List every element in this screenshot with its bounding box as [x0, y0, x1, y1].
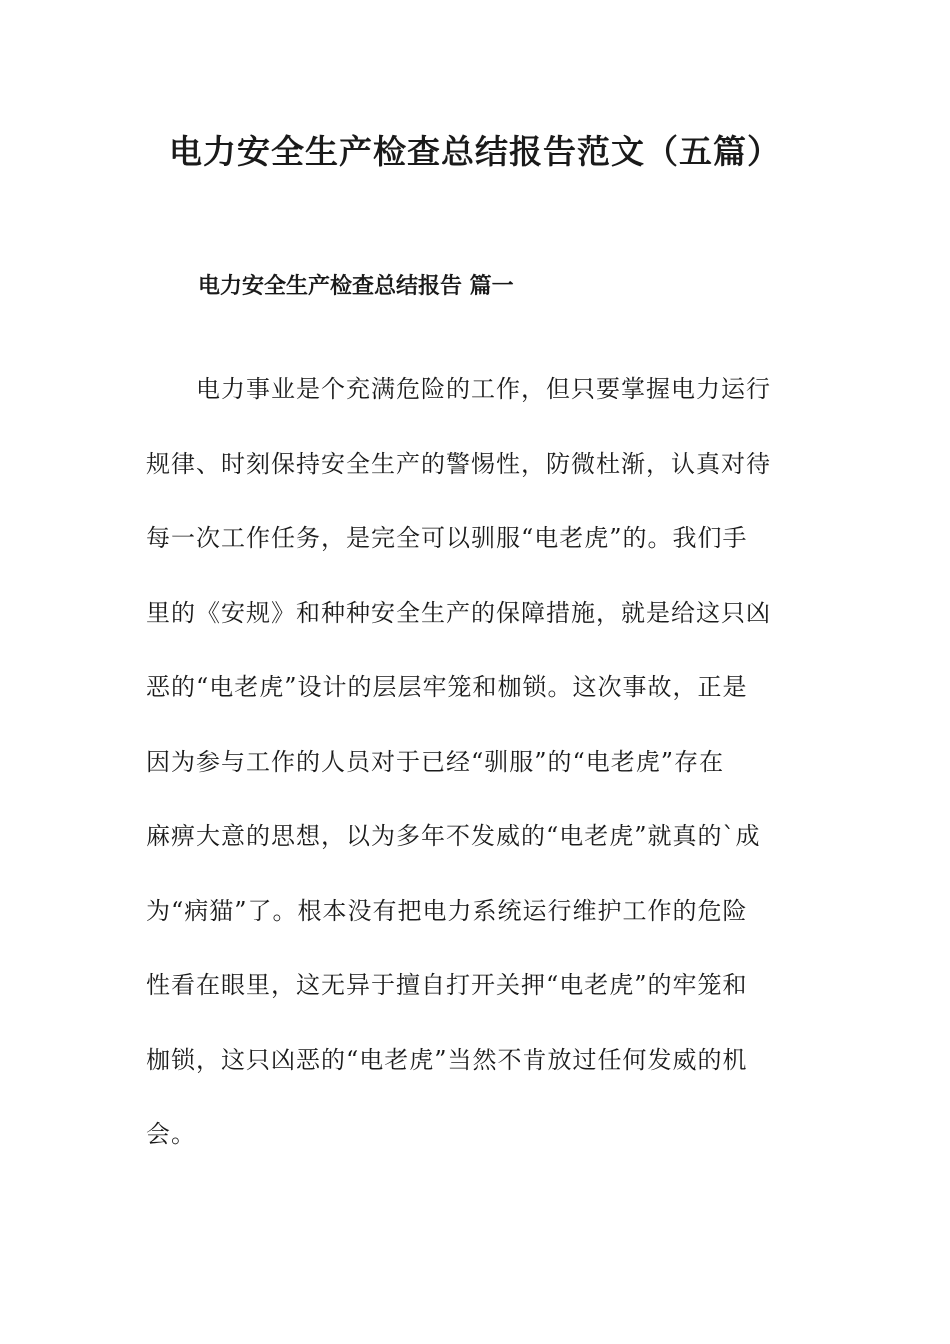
paragraph-line: 恶的“电老虎”设计的层层牢笼和枷锁。这次事故，正是 [146, 673, 748, 701]
body-paragraph [146, 372, 806, 1192]
paragraph-line: 规律、时刻保持安全生产的警惕性，防微杜渐，认真对待 [146, 449, 771, 478]
paragraph-line: 会。 [146, 1120, 196, 1148]
document-title: 电力安全生产检查总结报告范文（五篇） [169, 132, 781, 171]
paragraph-line: 为“病猫”了。根本没有把电力系统运行维护工作的危险 [146, 896, 748, 925]
section-heading: 电力安全生产检查总结报告 篇一 [198, 274, 514, 299]
paragraph-line: 电力事业是个充满危险的工作，但只要掌握电力运行 [196, 375, 771, 403]
paragraph-line: 因为参与工作的人员对于已经“驯服”的“电老虎”存在 [146, 747, 725, 776]
paragraph-line: 里的《安规》和种种安全生产的保障措施，就是给这只凶 [146, 598, 771, 627]
paragraph-line: 麻痹大意的思想，以为多年不发威的“电老虎”就真的`成 [146, 822, 761, 850]
paragraph-line: 每一次工作任务，是完全可以驯服“电老虎”的。我们手 [146, 524, 748, 552]
paragraph-line: 性看在眼里，这无异于擅自打开关押“电老虎”的牢笼和 [146, 971, 748, 999]
paragraph-line: 枷锁，这只凶恶的“电老虎”当然不肯放过任何发威的机 [146, 1045, 748, 1074]
